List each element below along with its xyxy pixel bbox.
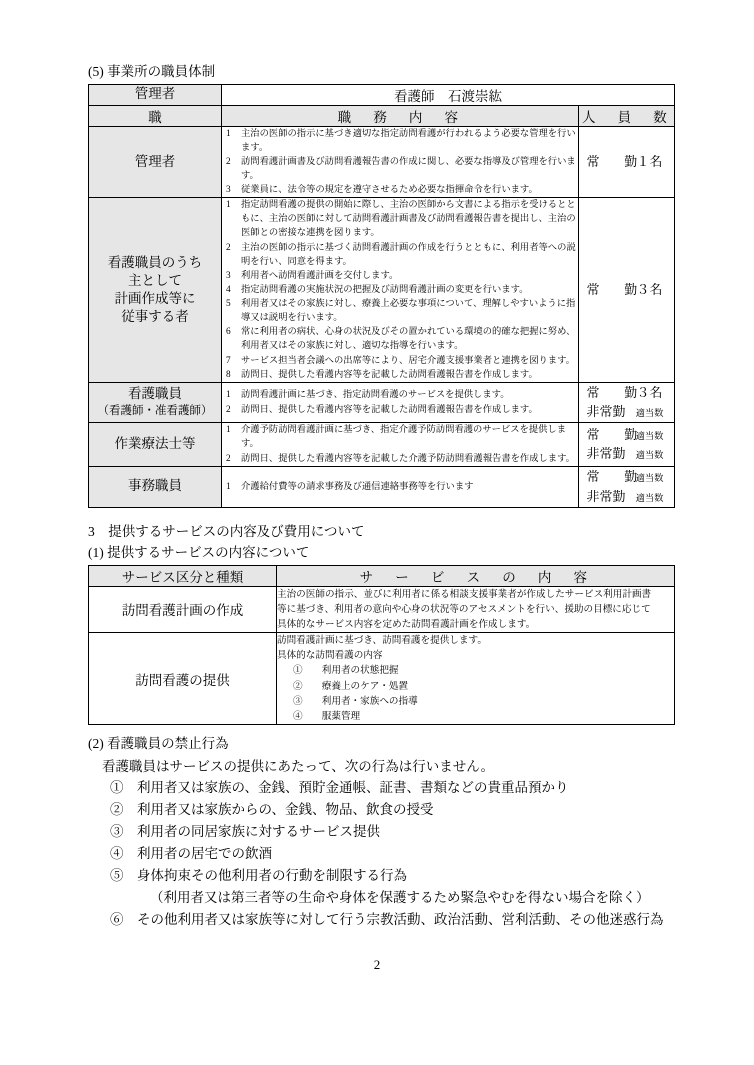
- service-content-table: [88, 565, 675, 725]
- duty-item: [222, 368, 578, 382]
- duty-item: [222, 388, 578, 402]
- duty-text: 訪問日、提供した看護内容等を記載した介護予防訪問看護報告書を作成します。: [241, 453, 575, 464]
- prohibited-item: ① 利用者又は家族の、金銭、預貯金通帳、証書、書類などの貴重品預かり: [110, 780, 569, 796]
- duty-item: [222, 269, 578, 283]
- staff-count-line: [579, 402, 674, 422]
- employment-type: 非常勤: [586, 404, 626, 420]
- duty-text: 訪問日、提供した看護内容等を記載した訪問看護報告書を作成します。: [241, 404, 538, 415]
- employment-type: 常 勤: [586, 426, 644, 442]
- duty-number: 1: [226, 128, 231, 139]
- staff-count-value: 適当数: [635, 493, 664, 504]
- duty-number: 6: [226, 327, 231, 338]
- duty-text: 訪問看護計画書及び訪問看護報告書の作成に関し、必要な指導及び管理を行います。: [241, 156, 576, 181]
- header-service-content: サ ー ビ ス の 内 容: [359, 569, 592, 585]
- duty-text: 指定訪問看護の実施状況の把握及び訪問看護計画の変更を行います。: [241, 284, 529, 295]
- service-content-cell: [277, 586, 675, 632]
- duty-item: [222, 354, 578, 368]
- duty-number: 2: [226, 453, 231, 464]
- service-content-line: 具体的なサービス内容を定めた訪問看護計画を作成します。: [277, 618, 536, 630]
- table-row-headers: [89, 105, 675, 126]
- header-duties: 職 務 内 容: [337, 109, 463, 125]
- section5-heading: (5) 事業所の職員体制: [88, 64, 216, 79]
- employment-type: 常 勤: [586, 384, 644, 400]
- section2-lead: 看護職員はサービスの提供にあたって、次の行為は行いません。: [102, 758, 495, 774]
- employment-type: 非常勤: [586, 446, 626, 462]
- duty-number: 3: [226, 185, 231, 196]
- staff-role-label: 主として: [128, 272, 182, 288]
- staff-count-value: ３名: [636, 384, 663, 400]
- service-category-label: 訪問看護の提供: [135, 672, 230, 688]
- header-service-category: サービス区分と種類: [121, 569, 244, 585]
- prohibited-item: ⑥ その他利用者又は家族等に対して行う宗教活動、政治活動、営利活動、その他迷惑行為: [110, 911, 664, 927]
- header-post-cell: [89, 105, 222, 126]
- duty-number: 1: [226, 200, 231, 211]
- employment-type: 常 勤: [586, 468, 644, 484]
- duty-number: 5: [226, 299, 231, 310]
- duty-number: 1: [226, 481, 231, 492]
- duty-number: 2: [226, 156, 231, 167]
- staff-duties-cell: [222, 423, 579, 466]
- duty-number: 2: [226, 242, 231, 253]
- table-row: [89, 382, 675, 422]
- table-row: [89, 466, 675, 507]
- staff-count-cell: [579, 198, 675, 383]
- duty-text: 主治の医師の指示に基づく訪問看護計画の作成を行うとともに、利用者等への説明を行い、同意を得ます。: [241, 242, 576, 267]
- service-category-cell: [89, 586, 277, 632]
- staff-role-label: 事務職員: [128, 478, 182, 494]
- duty-item: [222, 183, 578, 197]
- staff-role-sublabel: （看護師・准看護師）: [97, 405, 213, 418]
- duty-item: [222, 198, 578, 240]
- table-row: [89, 633, 675, 725]
- manager-label-cell: [89, 84, 222, 105]
- staff-count-line: [579, 280, 674, 300]
- service-content-line: ④ 服薬管理: [293, 710, 361, 722]
- staff-duties-cell: [222, 126, 579, 198]
- staff-role-cell: [89, 466, 222, 507]
- section3-heading: 3 提供するサービスの内容及び費用について: [88, 523, 365, 539]
- duty-item: [222, 325, 578, 353]
- staff-count-cell: [579, 382, 675, 422]
- duty-item: [222, 403, 578, 417]
- duty-text: サービス担当者会議への出席等により、居宅介護支援事業者と連携を図ります。: [241, 355, 575, 366]
- header-count: 人 員 数: [581, 109, 672, 125]
- staff-role-label: 計画作成等に: [114, 291, 196, 306]
- duty-text: 利用者へ訪問看護計画を交付します。: [241, 270, 399, 281]
- duty-number: 8: [226, 369, 231, 380]
- duty-item: [222, 480, 578, 494]
- service-content-line: 主治の医師の指示、並びに利用者に係る相談支援事業者が作成したサービス利用計画書: [277, 588, 652, 600]
- table-row-service-headers: [89, 565, 675, 586]
- prohibited-item: ⑤ 身体拘束その他利用者の行動を制限する行為: [110, 867, 407, 883]
- header-count-cell: [579, 105, 675, 126]
- service-content-line: ① 利用者の状態把握: [293, 665, 399, 677]
- prohibited-items-list: [88, 777, 674, 930]
- staff-role-label: 看護職員のうち: [107, 254, 203, 270]
- staff-count-line: [579, 444, 674, 464]
- table-row: [89, 126, 675, 198]
- staff-count-line: [579, 425, 674, 445]
- prohibited-item: ④ 利用者の居宅での飲酒: [110, 846, 272, 862]
- staff-role-label: 作業療法士等: [114, 436, 196, 452]
- prohibited-item: ② 利用者又は家族からの、金銭、物品、飲食の授受: [110, 802, 434, 818]
- header-service-content-cell: [277, 565, 675, 586]
- employment-type: 常 勤: [586, 154, 644, 170]
- duty-item: [222, 297, 578, 325]
- service-content-line: 具体的な訪問看護の内容: [277, 650, 383, 662]
- staff-role-label: 管理者: [134, 153, 176, 169]
- manager-name: 看護師 石渡崇紘: [394, 88, 502, 104]
- staff-count-cell: [579, 466, 675, 507]
- staff-count-value: 適当数: [635, 409, 664, 420]
- staff-count-value: １名: [636, 154, 663, 170]
- duty-text: 指定訪問看護の提供の開始に際し、主治の医師から文書による指示を受けるとともに、主治の医師に対して訪問看護計画書及び訪問看護報告書を提出し、主治の医師との密接な連携を図ります。: [241, 200, 576, 239]
- table-row: [89, 423, 675, 466]
- section2-heading: (2) 看護職員の禁止行為: [88, 736, 229, 752]
- service-content-line: 訪問看護計画に基づき、訪問看護を提供します。: [277, 635, 487, 647]
- manager-label: 管理者: [134, 86, 176, 102]
- header-service-category-cell: [89, 565, 277, 586]
- table-row: [89, 198, 675, 383]
- employment-type: 非常勤: [586, 488, 626, 504]
- staff-count-line: [579, 152, 674, 172]
- staff-role-cell: [89, 423, 222, 466]
- section3-subheading: (1) 提供するサービスの内容について: [88, 545, 310, 561]
- service-content-cell: [277, 633, 675, 725]
- page-number: 2: [373, 957, 381, 972]
- staff-role-cell: [89, 382, 222, 422]
- duty-item: [222, 127, 578, 155]
- duty-number: 3: [226, 270, 231, 281]
- service-content-line: ③ 利用者・家族への指導: [293, 695, 418, 707]
- duty-item: [222, 452, 578, 466]
- staff-count-line: [579, 487, 674, 507]
- staff-duties-cell: [222, 466, 579, 507]
- duty-number: 7: [226, 355, 231, 366]
- staff-duties-cell: [222, 382, 579, 422]
- document-page: [88, 62, 674, 930]
- duty-text: 利用者又はその家族に対し、療養上必要な事項について、理解しやすいように指導又は説明を行います。: [241, 299, 576, 324]
- staff-count-line: [579, 467, 674, 487]
- prohibited-item: ③ 利用者の同居家族に対するサービス提供: [110, 824, 380, 840]
- prohibited-item-note: （利用者又は第三者等の生命や身体を保護するため緊急やむを得ない場合を除く）: [150, 889, 650, 905]
- duty-number: 2: [226, 404, 231, 415]
- service-category-label: 訪問看護計画の作成: [121, 603, 244, 619]
- staff-count-cell: [579, 423, 675, 466]
- duty-text: 従業員に、法令等の規定を遵守させるため必要な指揮命令を行います。: [241, 185, 538, 196]
- staff-role-label: 看護職員: [128, 386, 182, 402]
- duty-item: [222, 283, 578, 297]
- service-content-line: 等に基づき、利用者の意向や心身の状況等のアセスメントを行い、援助の目標に応じて: [277, 603, 651, 615]
- duty-item: [222, 155, 578, 183]
- employment-type: 常 勤: [586, 282, 644, 298]
- header-duties-cell: [222, 105, 579, 126]
- duty-number: 4: [226, 284, 231, 295]
- duty-number: 1: [226, 390, 231, 401]
- duty-text: 主治の医師の指示に基づき適切な指定訪問看護が行われるよう必要な管理を行います。: [241, 128, 576, 153]
- staff-count-value: 適当数: [635, 451, 664, 462]
- table-row-manager-name: [89, 84, 675, 105]
- staff-count-value: 適当数: [635, 473, 664, 484]
- staff-structure-table: [88, 84, 675, 508]
- staff-count-value: 適当数: [635, 431, 664, 442]
- duty-number: 1: [226, 425, 231, 436]
- duty-text: 訪問看護計画に基づき、指定訪問看護のサービスを提供します。: [241, 390, 510, 401]
- duty-item: [222, 423, 578, 451]
- staff-role-cell: [89, 126, 222, 198]
- manager-name-cell: [222, 84, 675, 105]
- duty-text: 訪問日、提供した看護内容等を記載した訪問看護報告書を作成します。: [241, 369, 538, 380]
- staff-role-label: 従事する者: [121, 309, 189, 325]
- duty-text: 介護予防訪問看護計画に基づき、指定介護予防訪問看護のサービスを提供します。: [241, 425, 567, 450]
- duty-item: [222, 241, 578, 269]
- staff-count-line: [579, 383, 674, 403]
- staff-role-cell: [89, 198, 222, 383]
- header-post: 職: [148, 109, 162, 125]
- staff-duties-cell: [222, 198, 579, 383]
- table-row: [89, 586, 675, 632]
- staff-count-value: ３名: [636, 282, 663, 298]
- service-content-line: ② 療養上のケア・処置: [293, 680, 409, 692]
- duty-text: 常に利用者の病状、心身の状況及びその置かれている環境の的確な把握に努め、利用者又はその家族に対し、適切な指導を行います。: [241, 327, 576, 352]
- duty-text: 介護給付費等の請求事務及び通信連絡事務等を行います: [241, 481, 474, 492]
- staff-count-cell: [579, 126, 675, 198]
- service-category-cell: [89, 633, 277, 725]
